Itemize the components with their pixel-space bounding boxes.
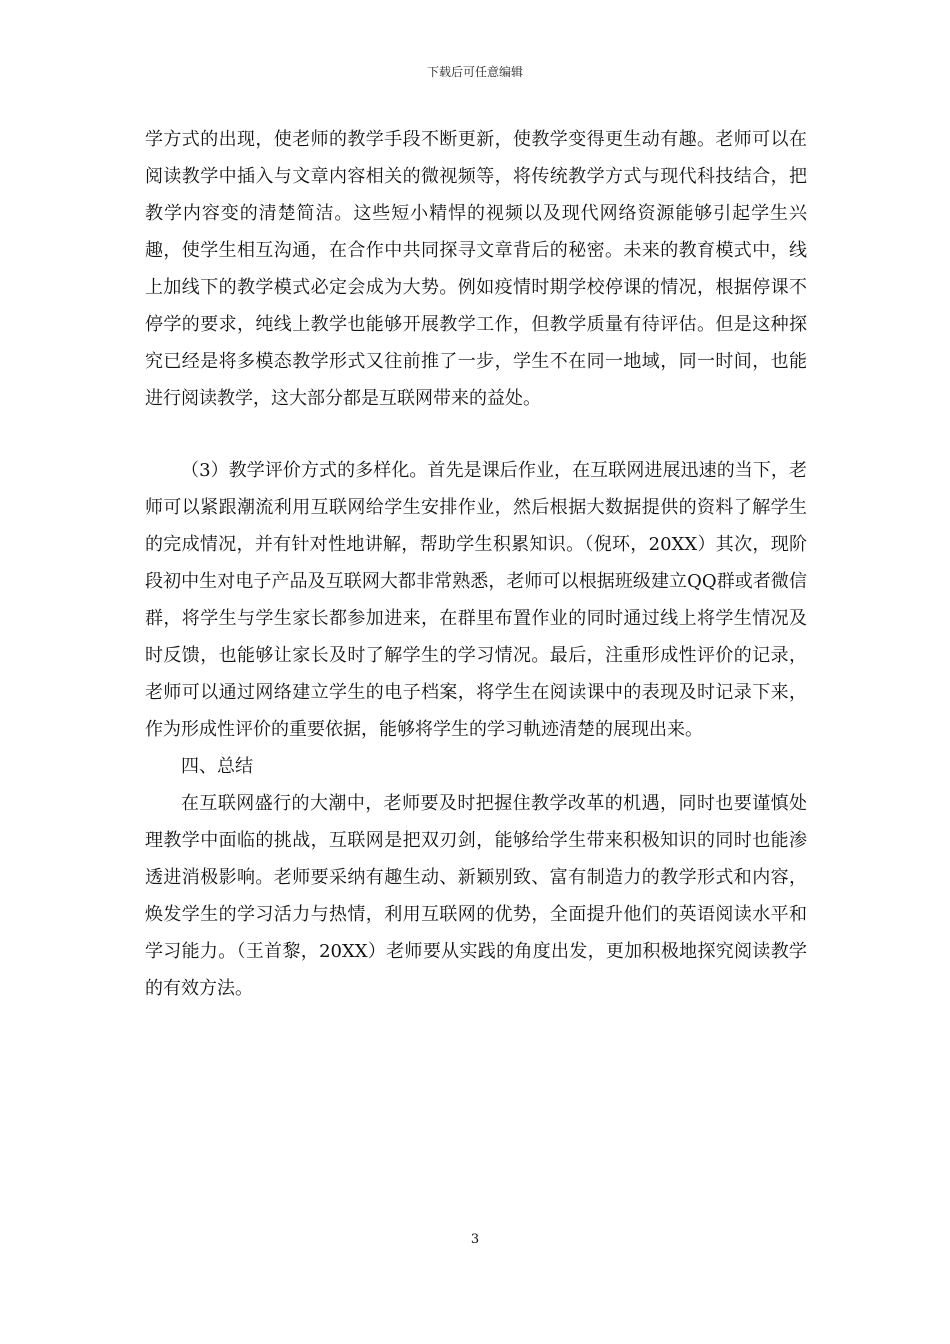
section-heading-summary: 四、总结 — [181, 756, 253, 777]
paragraph-summary: 在互联网盛行的大潮中，老师要及时把握住教学改革的机遇，同时也要谨慎处理教学中面临的挑战，互联网是把双刃剑，能够给学生带来积极知识的同时也能渗透进消极影响。老师要采纳有趣生动、新颖别致、富有制造力的教学形式和内容，焕发学生的学习活力与热情，利用互联网的优势，全面提升他们的英语阅读水平和学习能力。（王首黎，20XX）老师要从实践的角度出发，更加积极地探究阅读教学的有效方法。 — [145, 793, 807, 999]
page-number: 3 — [470, 1232, 480, 1247]
paragraph-evaluation: （3）教学评价方式的多样化。首先是课后作业，在互联网进展迅速的当下，老师可以紧跟潮流利用互联网给学生安排作业，然后根据大数据提供的资料了解学生的完成情况，并有针对性地讲解，帮助学生积累知识。（倪环，20XX）其次，现阶段初中生对电子产品及互联网大都非常熟悉，老师可以根据班级建立QQ群或者微信群，将学生与学生家长都参加进来，在群里布置作业的同时通过线上将学生情况及时反馈，也能够让家长及时了解学生的学习情况。最后，注重形成性评价的记录，老师可以通过网络建立学生的电子档案，将学生在阅读课中的表现及时记录下来，作为形成性评价的重要依据，能够将学生的学习軌迹清楚的展现出来。 — [145, 460, 807, 740]
paragraph-continuation: 学方式的出现，使老师的教学手段不断更新，使教学变得更生动有趣。老师可以在阅读教学中插入与文章内容相关的微视频等，将传统教学方式与现代科技结合，把教学内容变的清楚简洁。这些短小精悍的视频以及现代网络资源能够引起学生兴趣，使学生相互沟通，在合作中共同探寻文章背后的秘密。未来的教育模式中，线上加线下的教学模式必定会成为大势。例如疫情时期学校停课的情况，根据停课不停学的要求，纯线上教学也能够开展教学工作，但教学质量有待评估。但是这种探究已经是将多模态教学形式又往前推了一步，学生不在同一地域，同一时间，也能进行阅读教学，这大部分都是互联网带来的益处。 — [145, 129, 807, 409]
document-body — [145, 121, 807, 1007]
paragraph-gap — [145, 417, 807, 452]
page-header: 下载后可任意编辑 — [426, 65, 523, 79]
